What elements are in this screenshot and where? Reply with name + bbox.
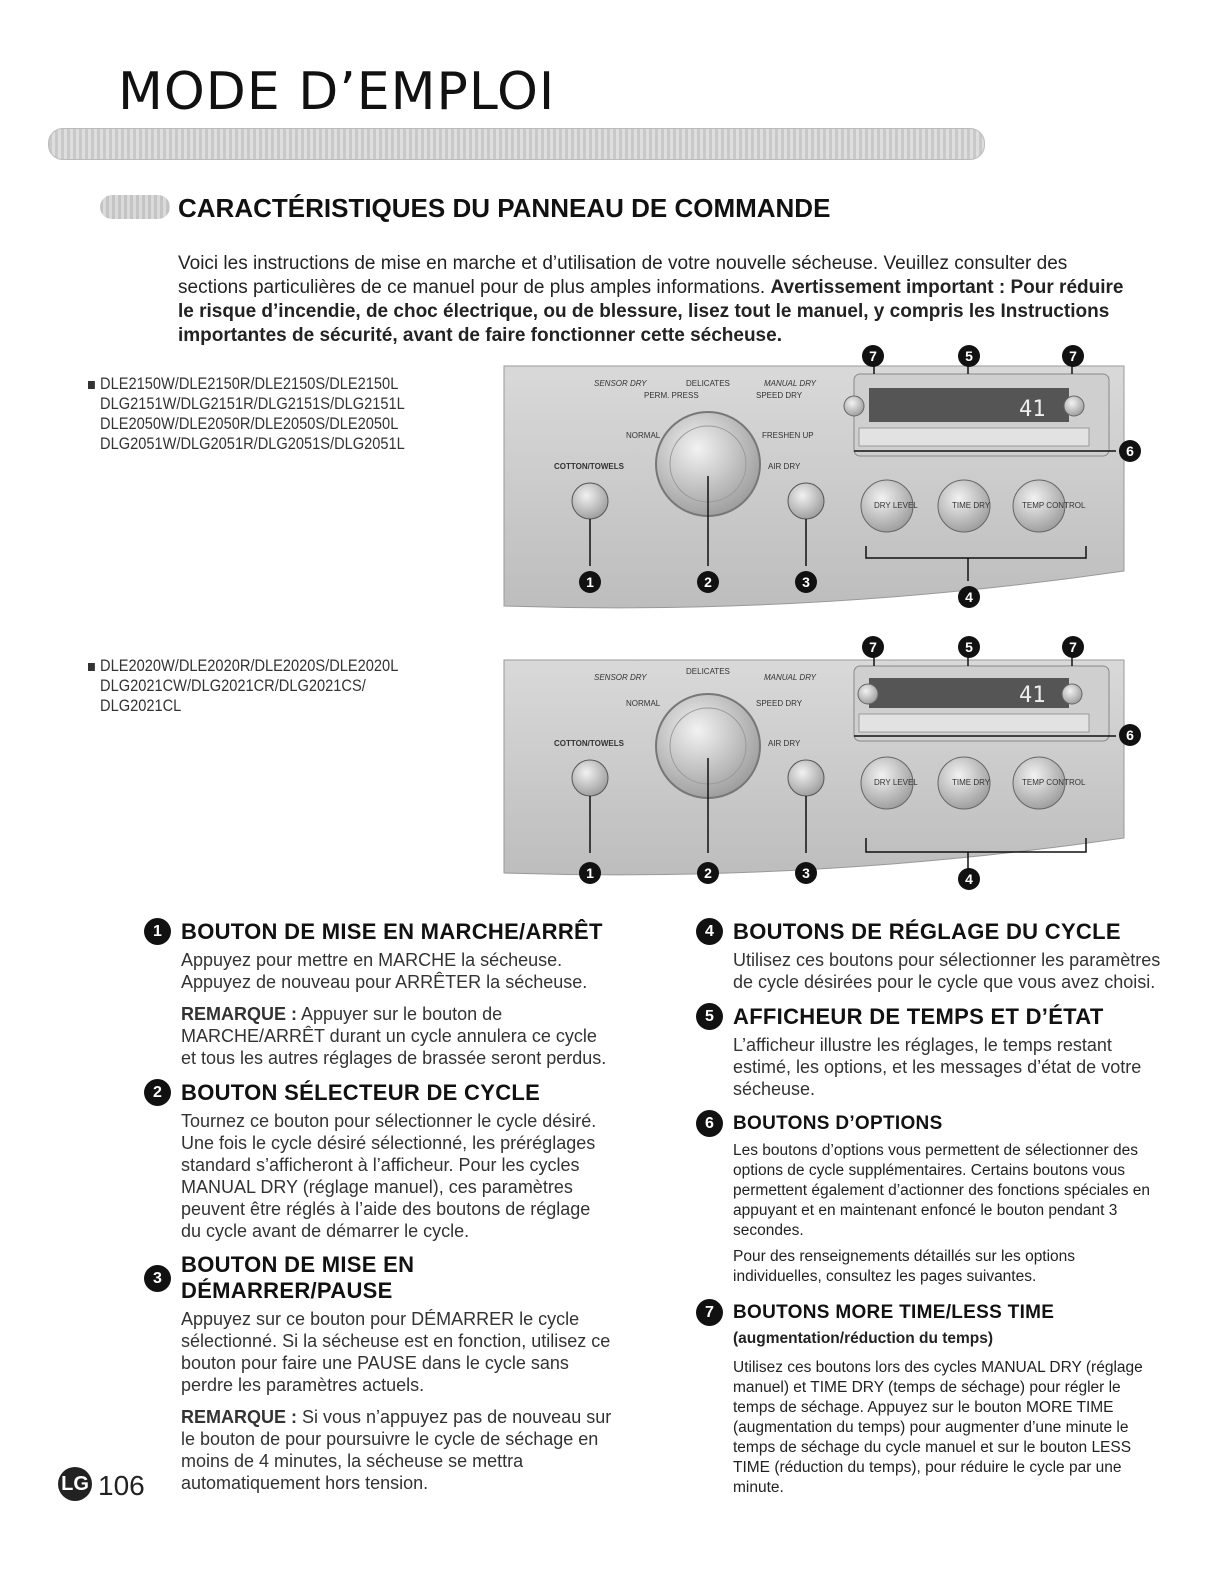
model-line: DLE2050W/DLE2050R/DLE2050S/DLE2050L xyxy=(100,414,399,433)
item-title: BOUTONS MORE TIME/LESS TIME xyxy=(733,1301,1055,1323)
item-4 xyxy=(696,918,1166,993)
callout-5: 5 xyxy=(958,345,980,367)
item-3 xyxy=(144,1252,614,1494)
callout-4: 4 xyxy=(958,586,980,608)
callout-7-less-time: 7 xyxy=(1062,345,1084,367)
control-panel-diagram-2 xyxy=(494,638,1134,888)
svg-text:FRESHEN UP: FRESHEN UP xyxy=(762,431,814,440)
item-number: 6 xyxy=(696,1110,723,1137)
model-line: DLE2150W/DLE2150R/DLE2150S/DLE2150L xyxy=(88,374,405,394)
display-value: 41 xyxy=(1019,683,1046,708)
callout-7-less-time: 7 xyxy=(1062,636,1084,658)
svg-text:AIR DRY: AIR DRY xyxy=(768,462,801,471)
section-marker-pill xyxy=(100,195,170,219)
lg-logo-icon: LG xyxy=(58,1467,92,1501)
callout-4: 4 xyxy=(958,868,980,890)
item-subtitle: (augmentation/réduction du temps) xyxy=(733,1330,994,1347)
svg-text:DELICATES: DELICATES xyxy=(686,667,730,676)
svg-text:MANUAL DRY: MANUAL DRY xyxy=(764,673,817,682)
callout-7-more-time: 7 xyxy=(862,345,884,367)
item-title: BOUTON DE MISE EN DÉMARRER/PAUSE xyxy=(181,1252,415,1303)
item-text: Tournez ce bouton pour sélectionner le cycle désiré. Une fois le cycle désiré sélectionné, les préréglages standard s’afficheront à l’afficheur. Pour les cycles MANUAL DRY (réglage manuel), ces paramètres peuvent être réglés à l’aide des boutons de réglage du cycle avant de démarrer le cycle. xyxy=(181,1111,597,1241)
svg-text:TIME DRY: TIME DRY xyxy=(952,501,991,510)
right-column xyxy=(696,918,1166,1504)
svg-text:SENSOR DRY: SENSOR DRY xyxy=(594,379,647,388)
item-text: Appuyez sur ce bouton pour DÉMARRER le cycle sélectionné. Si la sécheuse est en fonction, utilisez ce bouton pour faire une PAUSE dans le cycle sans perdre les paramètres actuels. xyxy=(181,1309,611,1395)
svg-text:SPEED DRY: SPEED DRY xyxy=(756,699,803,708)
svg-text:SENSOR DRY: SENSOR DRY xyxy=(594,673,647,682)
item-6 xyxy=(696,1110,1166,1287)
callout-6: 6 xyxy=(1119,440,1141,462)
item-text: Les boutons d’options vous permettent de sélectionner des options de cycle supplémentaires. Certains boutons vous permettent également d’actionner des fonctions spéciales en appuyant et en maintenant enfoncé le bouton pendant 3 secondes. xyxy=(733,1142,1151,1239)
display-value: 41 xyxy=(1019,397,1046,422)
bullet-icon xyxy=(88,381,95,389)
model-line: DLG2021CL xyxy=(100,696,182,715)
item-note: REMARQUE : Si vous n’appuyez pas de nouveau sur le bouton de pour poursuivre le cycle de séchage en moins de 4 minutes, la sécheuse se mettra automatiquement hors tension. xyxy=(181,1407,612,1493)
item-7 xyxy=(696,1299,1166,1498)
callout-2: 2 xyxy=(697,571,719,593)
callout-3: 3 xyxy=(795,862,817,884)
svg-text:DRY LEVEL: DRY LEVEL xyxy=(874,778,918,787)
page-title: MODE D’EMPLOI xyxy=(118,62,556,122)
control-panel-illustration xyxy=(494,638,1134,888)
item-title: BOUTONS DE RÉGLAGE DU CYCLE xyxy=(733,918,1121,944)
svg-text:NORMAL: NORMAL xyxy=(626,699,661,708)
item-1 xyxy=(144,918,614,1069)
item-number: 1 xyxy=(144,918,171,945)
item-number: 3 xyxy=(144,1265,171,1292)
callout-1: 1 xyxy=(579,862,601,884)
intro-text: Voici les instructions de mise en marche et d’utilisation de votre nouvelle sécheuse. Veuillez consulter des sections particulières de ce manuel pour de plus amples informations. xyxy=(178,253,1068,298)
item-number: 4 xyxy=(696,918,723,945)
intro-warning: Avertissement important : Pour réduire le risque d’incendie, de choc électrique, ou de blessure, lisez tout le manuel, y compris les Instructions importantes de sécurité, avant de faire fonctionner cette sécheuse. xyxy=(178,277,1124,346)
item-title: BOUTON DE MISE EN MARCHE/ARRÊT xyxy=(181,918,603,944)
callout-5: 5 xyxy=(958,636,980,658)
item-text-2: Pour des renseignements détaillés sur les options individuelles, consultez les pages suivantes. xyxy=(733,1248,1076,1285)
model-line: DLG2021CW/DLG2021CR/DLG2021CS/ xyxy=(100,676,366,695)
item-number: 5 xyxy=(696,1003,723,1030)
item-title: BOUTON SÉLECTEUR DE CYCLE xyxy=(181,1079,541,1105)
callout-2: 2 xyxy=(697,862,719,884)
svg-text:NORMAL: NORMAL xyxy=(626,431,661,440)
svg-text:MANUAL DRY: MANUAL DRY xyxy=(764,379,817,388)
item-2 xyxy=(144,1079,614,1242)
page-number: 106 xyxy=(98,1470,145,1501)
item-number: 2 xyxy=(144,1079,171,1106)
item-title: AFFICHEUR DE TEMPS ET D’ÉTAT xyxy=(733,1003,1104,1029)
callout-3: 3 xyxy=(795,571,817,593)
item-text: Appuyez pour mettre en MARCHE la sécheuse. Appuyez de nouveau pour ARRÊTER la sécheuse. xyxy=(181,950,588,992)
intro-paragraph xyxy=(178,252,1138,348)
item-5 xyxy=(696,1003,1166,1100)
callout-6: 6 xyxy=(1119,724,1141,746)
item-note: REMARQUE : Appuyer sur le bouton de MARCHE/ARRÊT durant un cycle annulera ce cycle et tous les autres réglages de brassée seront perdus. xyxy=(181,1004,607,1068)
item-text: Utilisez ces boutons pour sélectionner les paramètres de cycle désirées pour le cycle que vous avez choisi. xyxy=(733,950,1161,992)
svg-text:AIR DRY: AIR DRY xyxy=(768,739,801,748)
left-column xyxy=(144,918,614,1504)
item-number: 7 xyxy=(696,1299,723,1326)
svg-text:PERM. PRESS: PERM. PRESS xyxy=(644,391,699,400)
svg-text:DRY LEVEL: DRY LEVEL xyxy=(874,501,918,510)
model-list-2 xyxy=(88,656,398,716)
svg-text:DELICATES: DELICATES xyxy=(686,379,730,388)
svg-text:COTTON/TOWELS: COTTON/TOWELS xyxy=(554,462,624,471)
callout-7-more-time: 7 xyxy=(862,636,884,658)
svg-text:COTTON/TOWELS: COTTON/TOWELS xyxy=(554,739,624,748)
section-heading: CARACTÉRISTIQUES DU PANNEAU DE COMMANDE xyxy=(178,193,831,223)
item-text: Utilisez ces boutons lors des cycles MANUAL DRY (réglage manuel) et TIME DRY (temps de séchage) pour régler le temps de séchage. Appuyez sur le bouton MORE TIME (augmentation du temps) pour augmenter d’une minute le temps de séchage du cycle manuel et sur le bouton LESS TIME (réduction du temps), pour réduire le cycle par une minute. xyxy=(733,1359,1143,1496)
svg-text:TIME DRY: TIME DRY xyxy=(952,778,991,787)
svg-text:TEMP CONTROL: TEMP CONTROL xyxy=(1022,501,1086,510)
model-list-1 xyxy=(88,374,405,454)
model-line: DLE2020W/DLE2020R/DLE2020S/DLE2020L xyxy=(88,656,398,676)
item-text: L’afficheur illustre les réglages, le temps restant estimé, les options, et les messages d’état de votre sécheuse. xyxy=(733,1035,1142,1099)
model-line: DLG2051W/DLG2051R/DLG2051S/DLG2051L xyxy=(100,434,405,453)
model-line: DLG2151W/DLG2151R/DLG2151S/DLG2151L xyxy=(100,394,405,413)
item-title: BOUTONS D’OPTIONS xyxy=(733,1112,943,1134)
callout-1: 1 xyxy=(579,571,601,593)
svg-text:SPEED DRY: SPEED DRY xyxy=(756,391,803,400)
title-decorative-bar xyxy=(48,128,985,160)
svg-text:TEMP CONTROL: TEMP CONTROL xyxy=(1022,778,1086,787)
bullet-icon xyxy=(88,663,95,671)
